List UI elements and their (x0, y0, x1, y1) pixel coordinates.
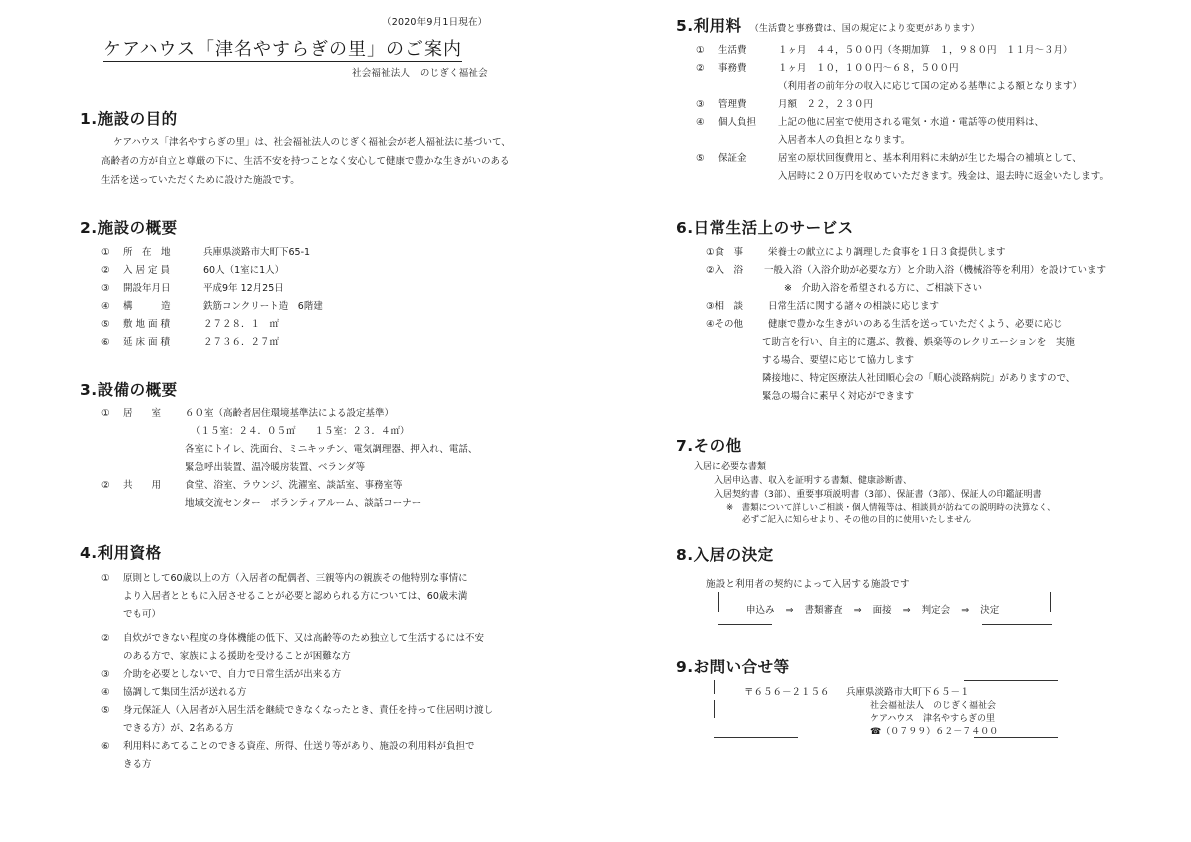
row-label: 開設年月日 (123, 283, 171, 294)
flow-step: 決定 (980, 605, 1000, 616)
section-7-title: 7.その他 (676, 437, 742, 455)
equipment-text: 各室にトイレ、洗面台、ミニキッチン、電気調理器、押入れ、電話、 (185, 444, 478, 455)
flow-step: 面接 (872, 605, 892, 616)
fee-list (696, 42, 1136, 186)
item-number: ⑤ (101, 705, 110, 716)
equipment-row-common (101, 477, 511, 495)
list-item (101, 630, 516, 648)
row-value: 60人（1室に1人） (203, 265, 285, 276)
service-label: ①食 事 (706, 247, 744, 258)
row-number: ① (696, 45, 705, 56)
flow-box-border (1050, 592, 1051, 612)
facility-overview-list (101, 244, 501, 352)
service-label: ②入 浴 (706, 265, 744, 276)
section-8-title: 8.入居の決定 (676, 546, 774, 564)
item-text: 原則として60歳以上の方（入居者の配偶者、三親等内の親族その他特別な事情に (123, 573, 468, 584)
documents-line (694, 488, 1124, 502)
row-number: ⑤ (696, 153, 705, 164)
row-label: 所 在 地 (123, 247, 171, 258)
row-number: ① (101, 408, 110, 419)
contact-line (744, 726, 1044, 739)
contact-org: 社会福祉法人 のじぎく福祉会 (870, 701, 997, 711)
service-row-cont (706, 352, 1106, 370)
documents-line (694, 514, 1124, 526)
flow-step: 書類審査 (804, 605, 843, 616)
contact-info (744, 686, 1044, 739)
contact-address-row (744, 686, 1044, 700)
fee-row (696, 150, 1136, 168)
row-number: ① (101, 247, 110, 258)
section-5-header (676, 14, 980, 36)
eligibility-list (101, 570, 516, 774)
row-number: ③ (696, 99, 705, 110)
service-text: 栄養士の献立により調理した食事を１日３食提供します (768, 247, 1006, 258)
documents-text: 入居契約書（3部）、重要事項説明書（3部）、保証書（3部）、保証人の印鑑証明書 (714, 490, 1042, 500)
overview-row (101, 280, 501, 298)
equipment-text: （１５室：２４．０５㎡ １５室：２３．４㎡） (191, 426, 410, 437)
service-text: 日常生活に関する諸々の相談に応じます (768, 301, 940, 312)
contact-line (744, 713, 1044, 726)
service-row (706, 244, 1106, 262)
contact-box-border (714, 700, 715, 718)
item-number: ③ (101, 669, 110, 680)
row-label: 共 用 (123, 480, 162, 491)
postal-code: 〒６５６－２１５６ (744, 687, 830, 698)
item-number: ① (101, 573, 110, 584)
item-text: より入居者とともに入居させることが必要と認められる方については、60歳未満 (123, 591, 468, 602)
documents-text: 入居申込書、収入を証明する書類、健康診断書、 (714, 476, 913, 486)
row-number: ④ (696, 117, 705, 128)
flow-arrow: ⇒ (902, 605, 911, 616)
contact-line (744, 700, 1044, 713)
fee-row (696, 114, 1136, 132)
flow-step: 申込み (746, 605, 775, 616)
row-label: 生活費 (718, 45, 747, 56)
row-label: 敷 地 面 積 (123, 319, 171, 330)
fee-row-cont (696, 132, 1136, 150)
item-number: ④ (101, 687, 110, 698)
service-text: 健康で豊かな生きがいのある生活を送っていただくよう、必要に応じ (768, 319, 1063, 330)
list-item-cont (101, 648, 516, 666)
item-text: 身元保証人（入居者が入居生活を継続できなくなったとき、責任を持って住居明け渡し (123, 705, 494, 716)
service-row (706, 262, 1106, 280)
row-value: 上記の他に居室で使用される電気・水道・電話等の使用料は、 (778, 117, 1045, 128)
equipment-row-rooms (101, 405, 511, 423)
documents-line (694, 502, 1124, 514)
row-number: ② (101, 265, 110, 276)
item-text: できる方）が、2名ある方 (123, 723, 234, 734)
equipment-text: 緊急呼出装置、温冷暖房装置、ベランダ等 (185, 462, 366, 473)
list-item-cont (101, 720, 516, 738)
overview-row (101, 262, 501, 280)
row-value: 平成9年 12月25日 (203, 283, 284, 294)
row-value: 食堂、浴室、ラウンジ、洗濯室、談話室、事務室等 (185, 480, 403, 491)
service-row-cont (706, 334, 1106, 352)
section-1-text: ケアハウス「津名やすらぎの里」は、社会福祉法人のじぎく福祉会が老人福祉法に基づいて、高齢者の方が自立と尊厳の下に、生活不安を持つことなく安心して健康で豊かな生きがいのある生活を送っていただくために設けた施設です。 (101, 137, 511, 186)
equipment-line (101, 441, 511, 459)
list-item-cont (101, 756, 516, 774)
row-label: 個人負担 (718, 117, 757, 128)
flow-step: 判定会 (921, 605, 951, 616)
row-number: ⑥ (101, 337, 110, 348)
equipment-text: 地域交流センター ボランティアルーム、談話コーナー (185, 498, 422, 509)
service-text: 緊急の場合に素早く対応ができます (762, 391, 915, 402)
page-title: ケアハウス「津名やすらぎの里」のご案内 (103, 35, 462, 62)
service-row-cont (706, 370, 1106, 388)
section-4-title: 4.利用資格 (80, 544, 162, 562)
service-text: ※ 介助入浴を希望される方に、ご相談下さい (784, 283, 982, 294)
documents-heading-text: 入居に必要な書類 (694, 462, 767, 472)
item-text: 介助を必要としないで、自力で日常生活が出来る方 (123, 669, 342, 680)
contact-phone: ☎（０７９９）６２－７４００ (870, 727, 999, 737)
admission-flow-box (718, 592, 1052, 625)
overview-row (101, 298, 501, 316)
row-number: ⑤ (101, 319, 110, 330)
documents-line (694, 474, 1124, 488)
item-text: のある方で、家族による援助を受けることが困難な方 (123, 651, 351, 662)
row-value: １ヶ月 ４４，５００円（冬期加算 １，９８０円 １１月～３月） (778, 45, 1073, 56)
row-number: ② (101, 480, 110, 491)
item-number: ⑥ (101, 741, 110, 752)
row-value: 兵庫県淡路市大町下65-1 (203, 247, 311, 258)
equipment-line (101, 423, 511, 441)
row-label: 構 造 (123, 301, 171, 312)
overview-row (101, 316, 501, 334)
list-item-cont (101, 588, 516, 606)
row-value: 入居者本人の負担となります。 (778, 135, 911, 146)
row-label: 延 床 面 積 (123, 337, 171, 348)
section-5-title: 5.利用料 (676, 17, 742, 35)
list-item (101, 570, 516, 588)
equipment-line (101, 495, 511, 513)
fee-row (696, 96, 1136, 114)
item-text: 協調して集団生活が送れる方 (123, 687, 247, 698)
services-list (706, 244, 1106, 406)
row-label: 居 室 (123, 408, 162, 419)
list-item (101, 738, 516, 756)
overview-row (101, 244, 501, 262)
service-text: 一般入浴（入浴介助が必要な方）と介助入浴（機械浴等を利用）を設けています (763, 265, 1106, 276)
admission-flow (746, 602, 999, 616)
section-1-title: 1.施設の目的 (80, 110, 178, 128)
list-item (101, 666, 516, 684)
contact-facility: ケアハウス 津名やすらぎの里 (870, 714, 996, 724)
fee-row-cont (696, 168, 1136, 186)
list-item-cont (101, 606, 516, 624)
documents-text: ※ 書類について詳しいご相談・個人情報等は、相談員が訪ねての説明時の決算なく、 (726, 503, 1056, 513)
service-row-cont (706, 280, 1106, 298)
section-9-title: 9.お問い合せ等 (676, 658, 790, 676)
section-6-title: 6.日常生活上のサービス (676, 219, 854, 237)
section-8-text: 施設と利用者の契約によって入居する施設です (706, 579, 910, 590)
flow-arrow: ⇒ (785, 605, 794, 616)
list-item (101, 684, 516, 702)
fee-row-cont (696, 78, 1136, 96)
row-value: 居室の原状回復費用と、基本利用料に未納が生じた場合の補填として、 (778, 153, 1082, 164)
item-text: でも可） (123, 609, 162, 620)
item-text: 自炊ができない程度の身体機能の低下、又は高齢等のため独立して生活するには不安 (123, 633, 485, 644)
row-label: 入 居 定 員 (123, 265, 171, 276)
item-text: 利用料にあてることのできる資産、所得、仕送り等があり、施設の利用料が負担で (123, 741, 475, 752)
service-label: ③相 談 (706, 301, 744, 312)
row-value: （利用者の前年分の収入に応じて国の定める基準による額となります） (778, 81, 1083, 92)
row-number: ③ (101, 283, 110, 294)
row-value: ２７３６．２７㎡ (203, 337, 280, 348)
flow-arrow: ⇒ (961, 605, 970, 616)
flow-box-border (718, 592, 719, 612)
row-value: １ヶ月 １０，１００円～６８，５００円 (778, 63, 959, 74)
row-label: 事務費 (718, 63, 747, 74)
row-value: 入居時に２０万円を収めていただきます。残金は、退去時に返金いたします。 (778, 171, 1109, 182)
organization-name: 社会福祉法人 のじぎく福祉会 (352, 68, 488, 79)
fee-row (696, 42, 1136, 60)
item-number: ② (101, 633, 110, 644)
fee-row (696, 60, 1136, 78)
service-label: ④その他 (706, 319, 744, 330)
service-text: て助言を行い、自主的に選ぶ、教養、娯楽等のレクリエーションを 実施 (762, 337, 1075, 348)
documents-text: 必ずご記入に知らせより、その他の目的に使用いたしません (742, 515, 972, 525)
service-text: 隣接地に、特定医療法人社団順心会の「順心淡路病院」がありますので、 (762, 373, 1076, 384)
service-text: する場合、要望に応じて協力します (762, 355, 915, 366)
section-3-title: 3.設備の概要 (80, 381, 178, 399)
item-text: きる方 (123, 759, 152, 770)
documents-block (694, 460, 1124, 526)
service-row (706, 316, 1106, 334)
contact-box-border (714, 680, 715, 694)
row-label: 保証金 (718, 153, 747, 164)
service-row-cont (706, 388, 1106, 406)
row-value: ２７２８．１ ㎡ (203, 319, 280, 330)
list-item (101, 702, 516, 720)
section-5-note: （生活費と事務費は、国の規定により変更があります） (749, 24, 980, 34)
date-note: （2020年9月1日現在） (382, 17, 488, 28)
flow-arrow: ⇒ (853, 605, 862, 616)
row-value: ６０室（高齢者居住環境基準法による設定基準） (185, 408, 395, 419)
flow-box-border (982, 624, 1052, 625)
equipment-line (101, 459, 511, 477)
row-number: ④ (101, 301, 110, 312)
row-label: 管理費 (718, 99, 747, 110)
address: 兵庫県淡路市大町下６５－１ (846, 687, 970, 698)
overview-row (101, 334, 501, 352)
documents-heading (694, 460, 1124, 474)
row-number: ② (696, 63, 705, 74)
flow-box-border (718, 624, 772, 625)
row-value: 月額 ２２，２３０円 (778, 99, 874, 110)
section-2-title: 2.施設の概要 (80, 219, 178, 237)
service-row (706, 298, 1106, 316)
contact-box-border (964, 680, 1058, 681)
row-value: 鉄筋コンクリート造 6階建 (203, 301, 323, 312)
equipment-list (101, 405, 511, 513)
